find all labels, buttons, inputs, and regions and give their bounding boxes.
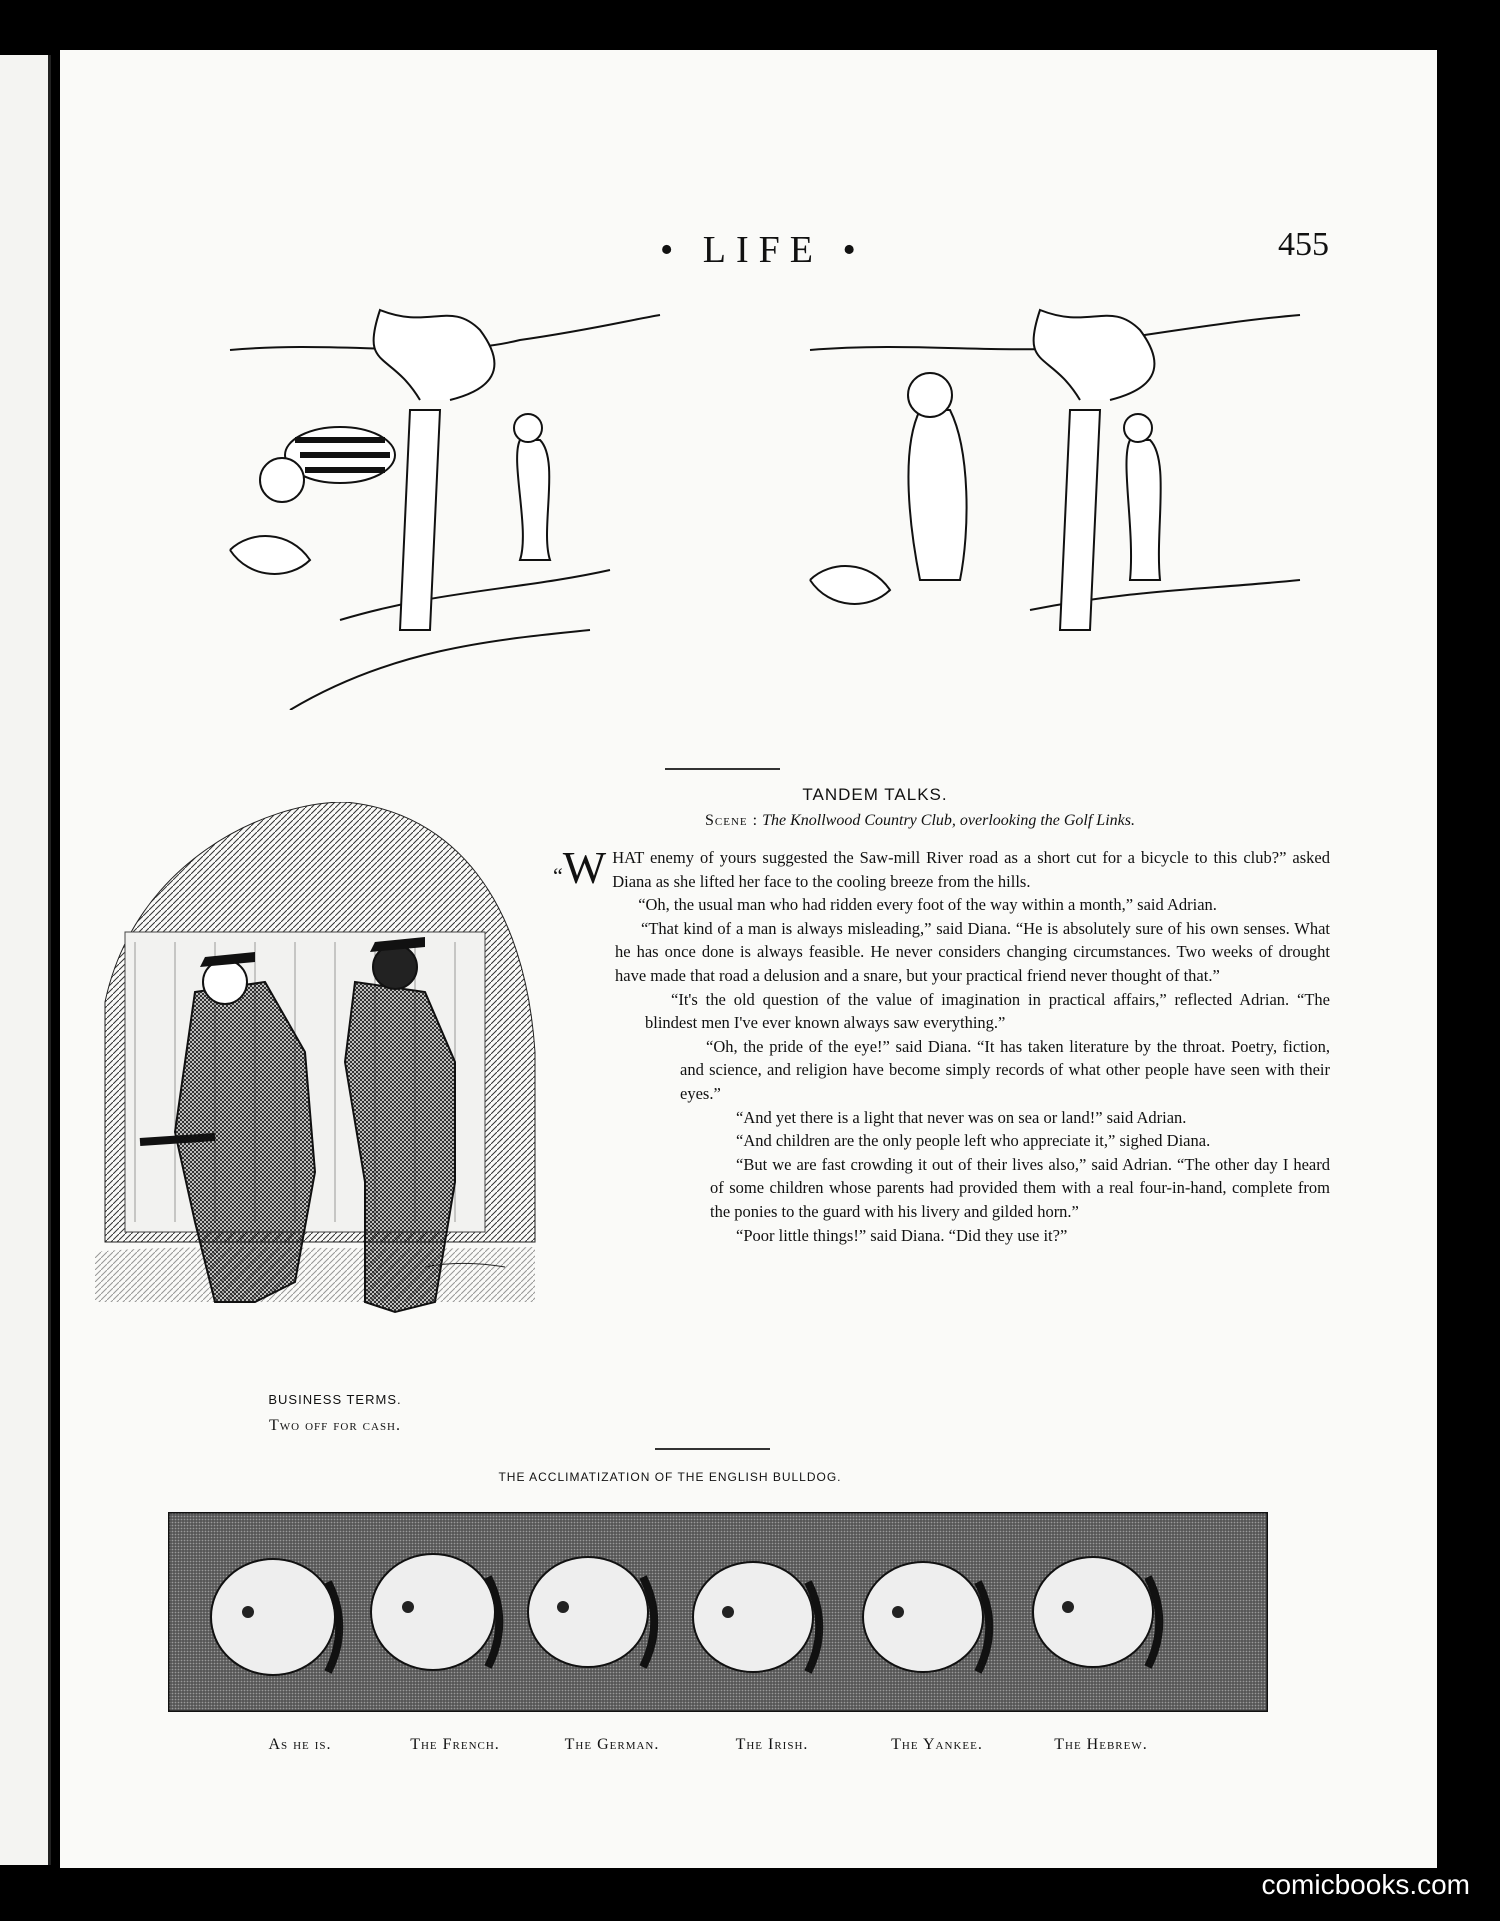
illustration-subcaption: Two off for cash. bbox=[268, 1417, 402, 1434]
article-paragraph-7: “And children are the only people left who appreciate it,” sighed Diana. bbox=[736, 1131, 1211, 1151]
article-paragraph-1 bbox=[553, 842, 1330, 893]
article-paragraph-5: “Oh, the pride of the eye!” said Diana. “It has taken literature by the throat. Poetry, fiction, and science, and religion have become simply records of what other people have seen with their eyes.” bbox=[680, 1036, 1330, 1103]
drop-cap-letter: W bbox=[562, 842, 607, 893]
facing-page-edge bbox=[0, 55, 51, 1865]
article-paragraph-4: “It's the old question of the value of imagination in practical affairs,” reflected Adrian. “The blindest men I've ever known always saw everything.” bbox=[645, 989, 1330, 1033]
magazine-page bbox=[60, 50, 1437, 1868]
illustration-caption: BUSINESS TERMS. bbox=[268, 1392, 402, 1407]
scene-text: The Knollwood Country Club, overlooking the Golf Links. bbox=[762, 812, 1135, 829]
page-number: 455 bbox=[1278, 226, 1329, 263]
article-paragraph-3: “That kind of a man is always misleading,” said Diana. “He is absolutely sure of his own senses. What he has once done is always feasible. He never considers changing circumstances. Two weeks of drought have made that road a delusion and a snare, but your practical friend never thought of that.” bbox=[615, 918, 1330, 985]
masthead-title: • LIFE • bbox=[660, 229, 866, 271]
divider-top bbox=[665, 768, 780, 770]
article-scene bbox=[600, 812, 1240, 830]
bulldog-label-3: The German. bbox=[564, 1736, 660, 1753]
cartoon-panel-left bbox=[190, 290, 670, 710]
divider-bottom bbox=[655, 1448, 770, 1450]
cartoon-panel-right bbox=[780, 290, 1340, 710]
business-terms-illustration bbox=[95, 802, 545, 1347]
drop-quote-mark: “ bbox=[553, 863, 563, 888]
article-paragraph-2: “Oh, the usual man who had ridden every foot of the way within a month,” said Adrian. bbox=[638, 895, 1217, 915]
bulldog-label-4: The Irish. bbox=[735, 1736, 809, 1753]
bulldog-label-2: The French. bbox=[410, 1736, 500, 1753]
article-body bbox=[553, 842, 1330, 1247]
article-paragraph-6: “And yet there is a light that never was on sea or land!” said Adrian. bbox=[736, 1107, 1187, 1127]
site-watermark: comicbooks.com bbox=[1261, 1869, 1470, 1900]
scene-label: Scene : bbox=[705, 812, 759, 829]
paragraph-text: HAT enemy of yours suggested the Saw-mill River road as a short cut for a bicycle to this club?” asked Diana as she lifted her face to the cooling breeze from the hills. bbox=[612, 848, 1330, 891]
drop-cap bbox=[553, 842, 607, 894]
article-paragraph-9: “Poor little things!” said Diana. “Did they use it?” bbox=[736, 1225, 1068, 1245]
article-paragraph-8: “But we are fast crowding it out of their lives also,” said Adrian. “The other day I heard of some children whose parents had provided them with a real four-in-hand, complete from the ponies to the guard with his livery and gilded horn.” bbox=[710, 1154, 1330, 1221]
bulldog-strip-title: THE ACCLIMATIZATION OF THE ENGLISH BULLDOG. bbox=[498, 1470, 842, 1484]
article-title: TANDEM TALKS. bbox=[802, 785, 948, 804]
bulldog-label-5: The Yankee. bbox=[891, 1736, 983, 1753]
bulldog-label-1: As he is. bbox=[268, 1736, 332, 1753]
bulldog-label-6: The Hebrew. bbox=[1054, 1736, 1148, 1753]
bulldog-strip-illustration bbox=[168, 1512, 1268, 1712]
